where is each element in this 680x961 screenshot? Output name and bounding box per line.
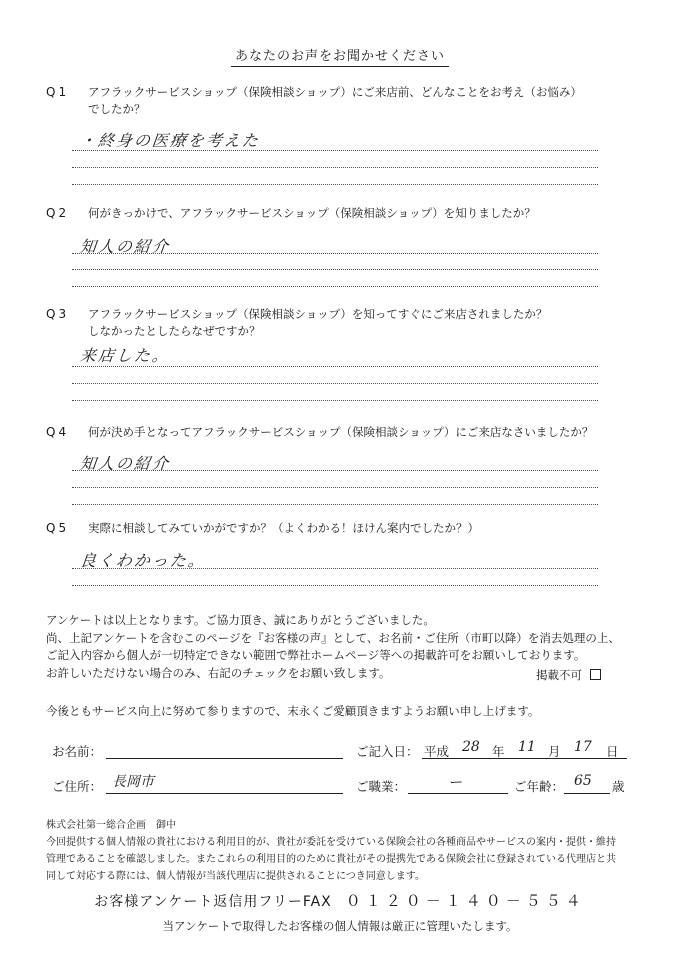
job-label: ご職業： [356, 779, 407, 794]
age-underline [564, 793, 610, 794]
date-year-unit: 年 [492, 744, 505, 759]
address-underline [106, 793, 343, 794]
answer-line [72, 150, 598, 151]
name-label: お名前： [52, 744, 103, 759]
date-month-field[interactable]: 11 [518, 739, 536, 755]
answer-handwriting: 知人の紹介 [78, 454, 171, 473]
name-underline [106, 758, 343, 759]
date-day-field[interactable]: 17 [574, 739, 592, 755]
question-text: アフラックサービスショップ（保険相談ショップ）にご来店前、どんなことをお考え（お悩み） でしたか？ [88, 85, 582, 116]
question-number: Q2 [46, 206, 70, 220]
footer-note: 当アンケートで取得したお客様の個人情報は厳正に管理いたします。 [162, 919, 518, 933]
date-era: 平成 [424, 744, 450, 759]
question-text: アフラックサービスショップ（保険相談ショップ）を知ってすぐにご来店されましたか？ しなかったとしたらなぜですか？ [88, 307, 548, 338]
answer-handwriting: 知人の紹介 [78, 237, 171, 256]
job-underline [408, 793, 508, 794]
age-field[interactable]: 65 [574, 773, 592, 789]
privacy-block: 株式会社第一総合企画 御中 今回提供する個人情報の貴社における利用目的が、貴社が委託を受けている保険会社の各種商品やサービスの案内・提供・維持 管理であることを確認しました。またこれらの利用目的のために貴社がその提携先である保険会社に登録されている代理店と共 同して対応する際には、個人情報が当該代理店に提供されることにつき同意します。 [46, 820, 616, 882]
date-label: ご記入日： [356, 744, 419, 759]
answer-handwriting: 来店した。 [78, 346, 171, 365]
age-label: ご年齢： [514, 779, 565, 794]
answer-line [72, 383, 598, 384]
fax-number: ０１２０－１４０－５５４ [345, 892, 586, 910]
optout-label: 掲載不可 [536, 668, 582, 682]
date-underline [422, 758, 627, 759]
question-text: 何が決め手となってアフラックサービスショップ（保険相談ショップ）にご来店なさいましたか？ [88, 425, 594, 439]
question-text: 実際に相談してみていかがですか？（よくわかる！ほけん案内でしたか？） [88, 521, 479, 535]
question-number: Q4 [46, 425, 70, 439]
answer-line [72, 167, 598, 168]
answer-line [72, 184, 598, 185]
fax-label: お客様アンケート返信用フリーFAX [94, 894, 332, 910]
optout-option[interactable] [536, 667, 601, 683]
date-month-unit: 月 [548, 744, 561, 759]
answer-line [72, 504, 598, 505]
answer-handwriting: ・終身の医療を考えた [78, 131, 261, 150]
question-number: Q5 [46, 521, 70, 535]
answer-line [72, 253, 598, 254]
answer-line [72, 568, 598, 569]
answer-line [72, 269, 598, 270]
optout-checkbox[interactable] [590, 669, 601, 680]
answer-line [72, 470, 598, 471]
question-text: 何がきっかけで、アフラックサービスショップ（保険相談ショップ）を知りましたか？ [88, 206, 536, 220]
answer-line [72, 487, 598, 488]
age-unit: 歳 [612, 779, 625, 794]
address-label: ご住所： [52, 779, 103, 794]
answer-line [72, 585, 598, 586]
date-day-unit: 日 [606, 744, 619, 759]
answer-line [72, 400, 598, 401]
address-field[interactable]: 長岡市 [112, 774, 154, 790]
notes-block: アンケートは以上となります。ご協力頂き、誠にありがとうございました。 尚、上記アンケートを含むこのページを『お客様の声』として、お名前・ご住所（市町以降）を消去処理の上、 ご記入内容から個人が一切特定できない範囲で弊社ホームページ等への掲載許可をお願いしております。 お許しいただけない場合のみ、右記のチェックをお願い致します。 [46, 613, 620, 680]
fax-line [0, 890, 680, 911]
job-field[interactable]: ー [448, 775, 462, 791]
date-year-field[interactable]: 28 [462, 739, 480, 755]
answer-line [72, 366, 598, 367]
answer-line [72, 286, 598, 287]
question-number: Q1 [46, 85, 70, 99]
thanks-text: 今後ともサービス向上に努めて参りますので、末永くご愛顧頂きますようお願い申し上げます。 [46, 704, 540, 718]
page-title: あなたのお声をお聞かせください [0, 45, 680, 64]
answer-handwriting: 良くわかった。 [78, 551, 207, 570]
question-number: Q3 [46, 307, 70, 321]
